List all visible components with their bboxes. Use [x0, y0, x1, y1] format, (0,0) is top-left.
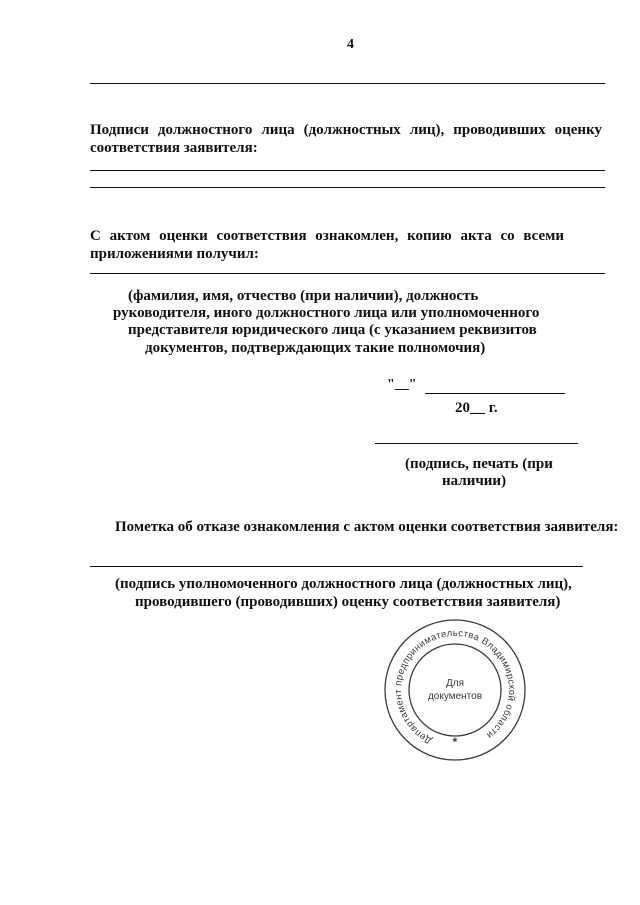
date-month-field-line	[425, 393, 565, 394]
stamp-center-text-line-1: Для	[445, 678, 465, 689]
recipient-caption-line-2: руководителя, иного должностного лица или уполномоченного	[113, 305, 540, 321]
stamp-star-mark: *	[452, 735, 458, 749]
recipient-field-line	[90, 273, 605, 274]
official-signature-caption-line-2: проводившего (проводивших) оценку соответствия заявителя)	[135, 594, 561, 610]
stamp-center-text-line-2: документов	[427, 691, 483, 702]
recipient-caption-line-4: документов, подтверждающих такие полномочия)	[145, 340, 486, 356]
acknowledgement-line-1: С актом оценки соответствия ознакомлен, копию акта со всеми	[90, 228, 564, 244]
acknowledgement-line-2: приложениями получил:	[90, 246, 259, 262]
signature-field-line-1	[90, 170, 605, 171]
signature-line	[375, 443, 578, 444]
recipient-caption-line-1: (фамилия, имя, отчество (при наличии), должность	[128, 288, 479, 304]
stamp-inner-ring	[409, 644, 501, 736]
signatures-heading-line-2: соответствия заявителя:	[90, 140, 258, 156]
signatures-heading-line-1: Подписи должностного лица (должностных лиц), проводивших оценку	[90, 122, 602, 138]
refusal-note: Пометка об отказе ознакомления с актом оценки соответствия заявителя:	[115, 519, 619, 535]
date-year-field: 20__ г.	[455, 400, 498, 416]
signature-caption-line-1: (подпись, печать (при	[405, 456, 553, 472]
official-stamp	[380, 615, 530, 765]
official-signature-caption-line-1: (подпись уполномоченного должностного лица (должностных лиц),	[115, 576, 572, 592]
recipient-caption-line-3: представителя юридического лица (с указанием реквизитов	[128, 322, 537, 338]
date-day-field: "__"	[387, 377, 417, 392]
stamp-ring-textpath: Департамент предпринимательства Владимирской области	[392, 627, 518, 747]
signature-field-line-2	[90, 187, 605, 188]
page-number: 4	[347, 37, 354, 52]
signature-caption-line-2: наличии)	[442, 473, 507, 489]
refusal-field-line	[90, 566, 583, 567]
top-rule	[90, 83, 605, 84]
